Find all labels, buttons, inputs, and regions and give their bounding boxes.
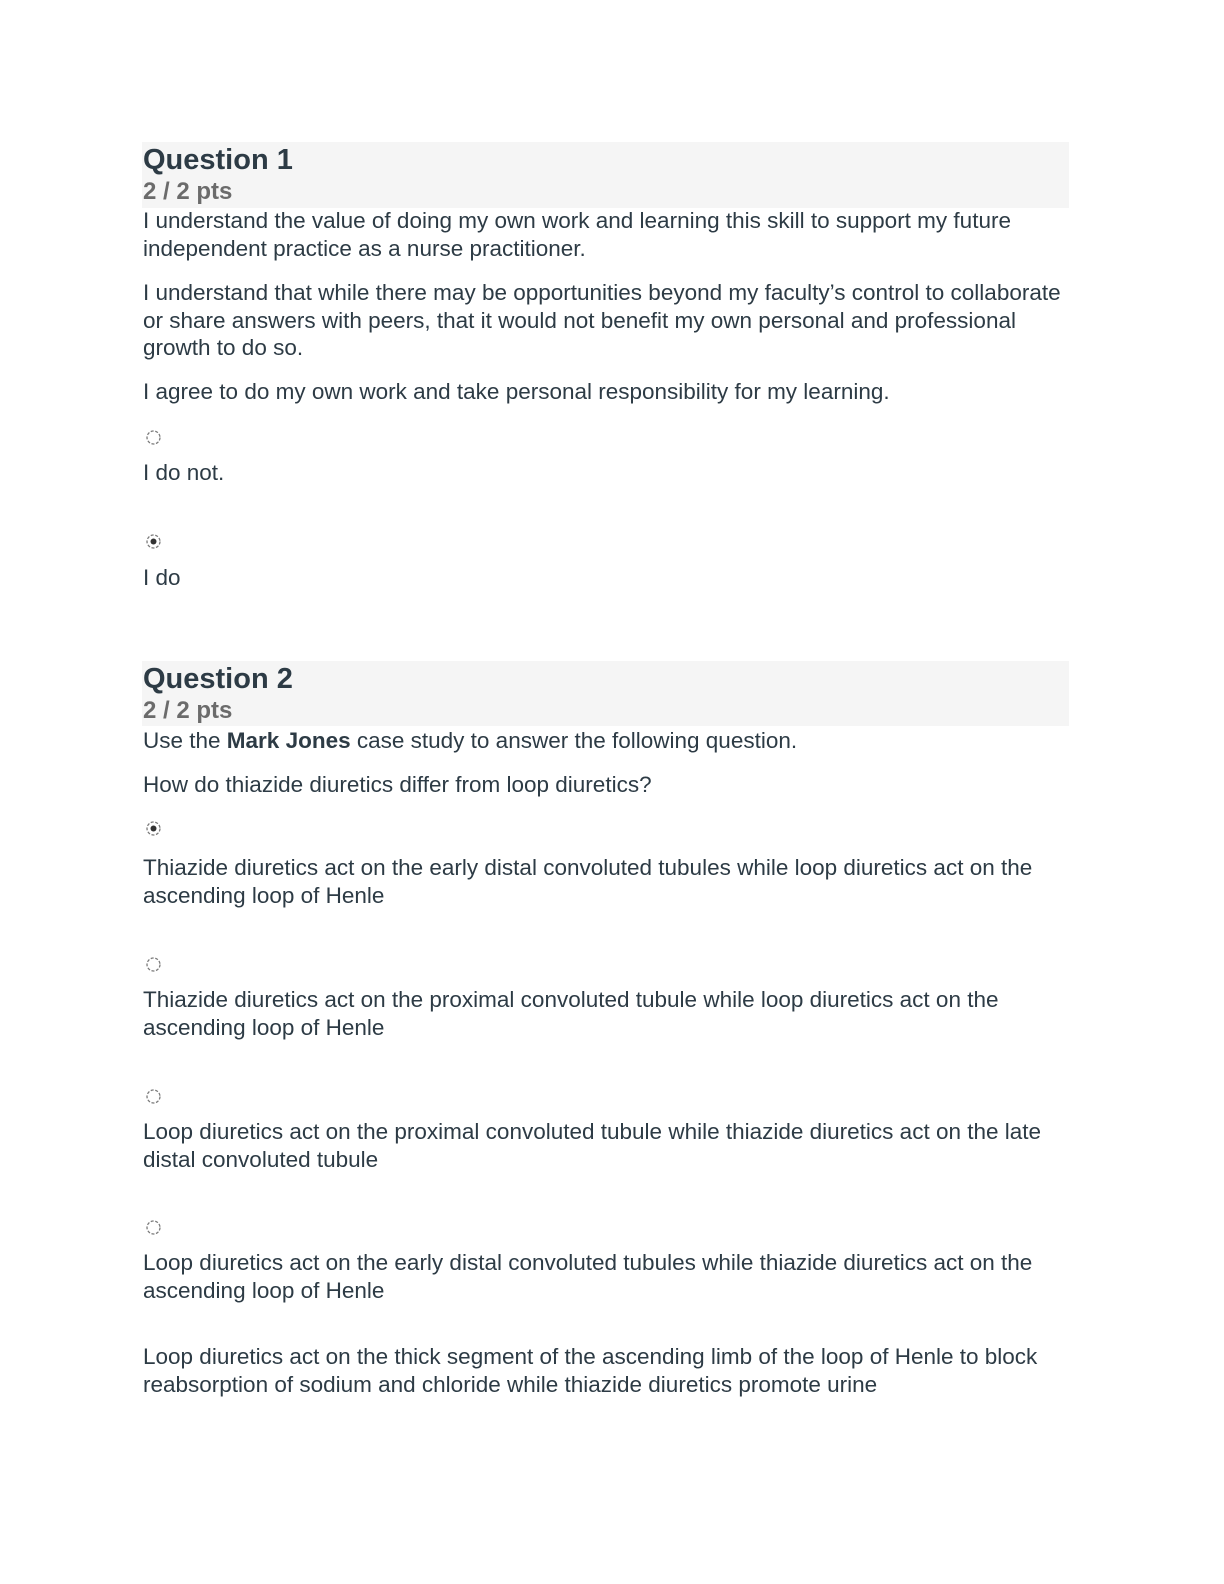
question-2-answer-4: Loop diuretics act on the early distal convoluted tubules while thiazide diuretics act on the ascending loop of Henle (143, 1250, 1033, 1303)
question-2-trailing-text: Loop diuretics act on the thick segment of the ascending limb of the loop of Henle to block reabsorption of sodium and chloride while thiazide diuretics promote urine (143, 1344, 1038, 1397)
answer-radio-unselected[interactable] (145, 956, 162, 973)
question-1-paragraph-3: I agree to do my own work and take personal responsibility for my learning. (143, 379, 890, 404)
radio-empty-icon (145, 956, 162, 973)
question-2-intro (143, 727, 1073, 755)
question-2-answer-2: Thiazide diuretics act on the proximal convoluted tubule while loop diuretics act on the ascending loop of Henle (143, 987, 999, 1040)
question-2-title: Question 2 (143, 663, 293, 695)
question-1-answer-1: I do not. (143, 460, 225, 485)
radio-empty-icon (145, 1088, 162, 1105)
intro-text-after: case study to answer the following question. (350, 728, 798, 753)
radio-empty-icon (145, 429, 162, 446)
radio-selected-icon (145, 820, 162, 837)
question-1-answer-2: I do (143, 565, 181, 590)
intro-text-before: Use the (143, 728, 227, 753)
question-2-header (142, 661, 1069, 726)
question-2-answer-3: Loop diuretics act on the proximal convoluted tubule while thiazide diuretics act on the late distal convoluted tubule (143, 1119, 1042, 1172)
answer-radio-selected[interactable] (145, 820, 162, 837)
question-1-title: Question 1 (143, 144, 293, 176)
question-2-prompt: How do thiazide diuretics differ from loop diuretics? (143, 772, 652, 797)
radio-empty-icon (145, 1219, 162, 1236)
question-1-paragraph-1: I understand the value of doing my own work and learning this skill to support my future independent practice as a nurse practitioner. (143, 208, 1011, 261)
question-2-answer-1: Thiazide diuretics act on the early distal convoluted tubules while loop diuretics act on the ascending loop of Henle (143, 855, 1033, 908)
answer-radio-unselected[interactable] (145, 1088, 162, 1105)
radio-selected-icon (145, 533, 162, 550)
case-study-name: Mark Jones (226, 728, 351, 753)
answer-radio-selected[interactable] (145, 533, 162, 550)
question-1-header (142, 142, 1069, 208)
question-1-paragraph-2: I understand that while there may be opportunities beyond my faculty’s control to collaborate or share answers with peers, that it would not benefit my own personal and professional growth to do so. (143, 280, 1061, 360)
answer-radio-unselected[interactable] (145, 429, 162, 446)
answer-radio-unselected[interactable] (145, 1219, 162, 1236)
question-2-points: 2 / 2 pts (143, 697, 233, 724)
question-1-points: 2 / 2 pts (143, 178, 233, 205)
